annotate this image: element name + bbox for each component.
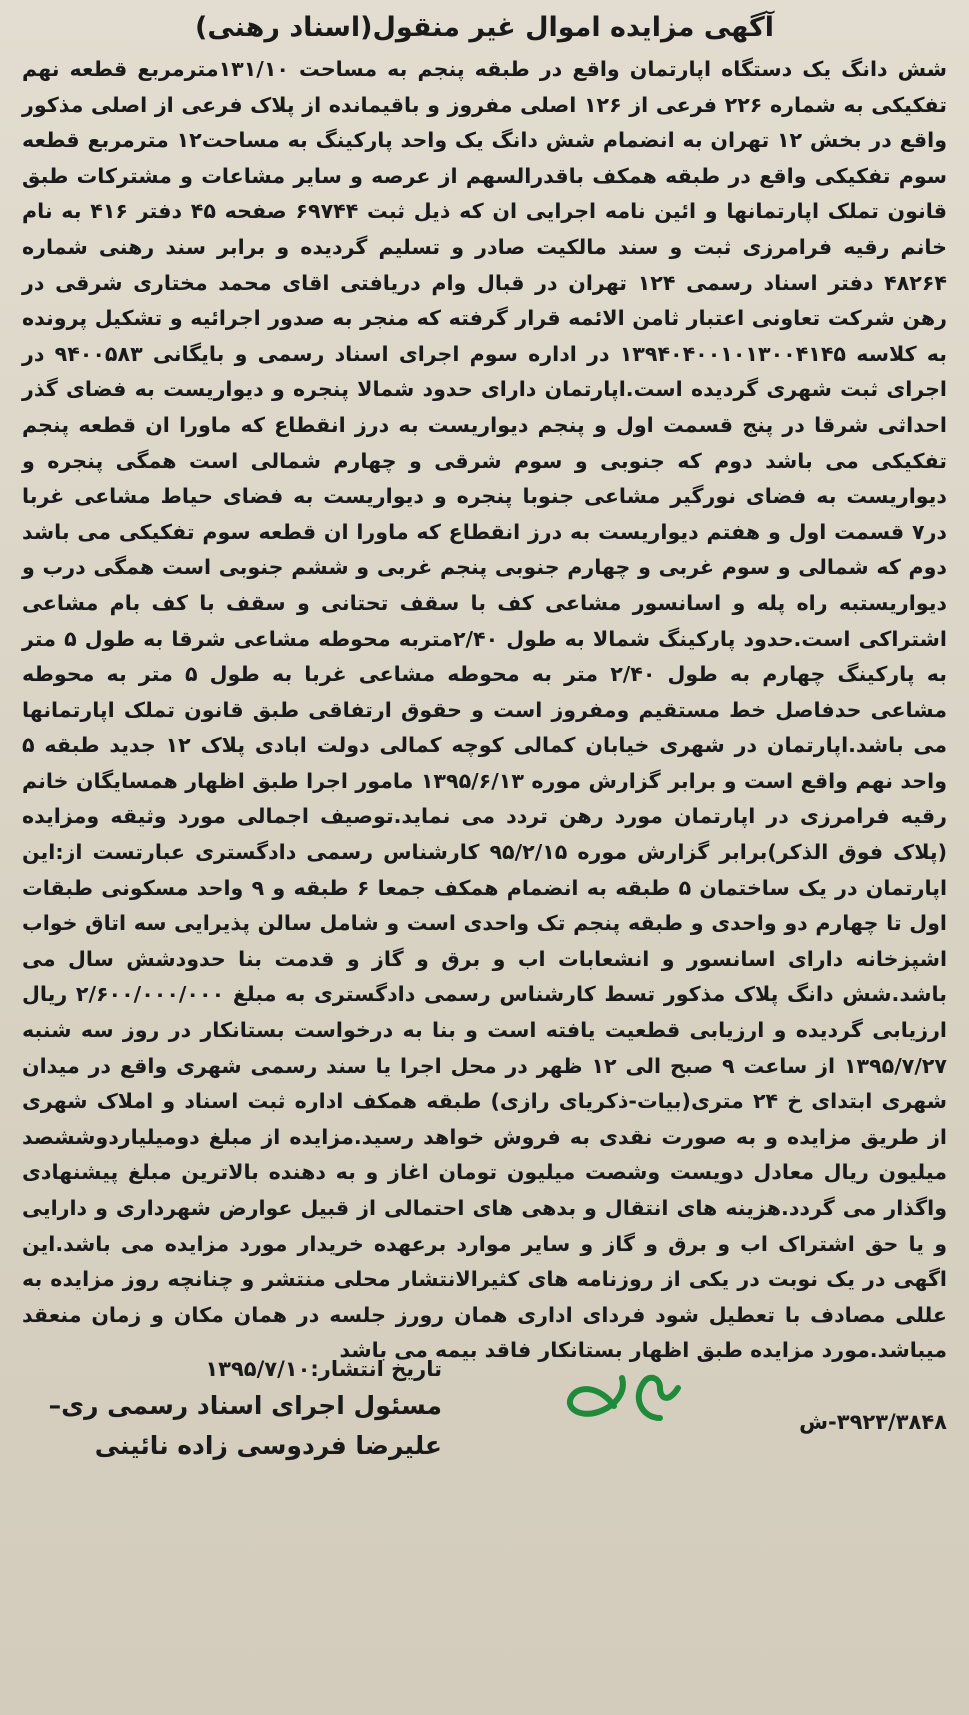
notice-body: شش دانگ یک دستگاه اپارتمان واقع در طبقه پنجم به مساحت ۱۳۱/۱۰مترمربع قطعه نهم تفکیکی به شماره ۲۲۶ فرعی از ۱۲۶ اصلی مفروز و باقیمانده از پلاک فرعی از اصلی مذکور واقع در بخش ۱۲ تهران به انضمام شش دانگ یک واحد پارکینگ به مساحت۱۲ مترمربع قطعه سوم تفکیکی واقع در طبقه همکف باقدرالسهم از عرصه و سایر مشاعات و مشترکات طبق قانون تملک اپارتمانها و ائین نامه اجرایی ان که ذیل ثبت ۶۹۷۴۴ صفحه ۴۵ دفتر ۴۱۶ به نام خانم رقیه فرامرزی ثبت و سند مالکیت صادر و تسلیم گردیده و برابر سند رهنی شماره ۴۸۲۶۴ دفتر اسناد رسمی ۱۲۴ تهران در قبال وام دریافتی اقای محمد مختاری شرقی در رهن شرکت تعاونی اعتبار ثامن الائمه قرار گرفته که منجر به صدور اجرائیه و تشکیل پرونده به کلاسه ۱۳۹۴۰۴۰۰۱۰۱۳۰۰۴۱۴۵ در اداره سوم اجرای اسناد رسمی و بایگانی ۹۴۰۰۵۸۳ در اجرای ثبت شهری گردیده است.اپارتمان دارای حدود شمالا پنجره و دیواریست به فضای گذر احداثی شرقا در پنج قسمت اول و پنجم دیواریست به درز انقطاع که ماورا ان قطعه پنجم تفکیکی می باشد دوم که جنوبی و سوم شرقی و چهارم شمالی است همگی پنجره و دیواریست به فضای نورگیر مشاعی جنوبا پنجره و دیواریست به فضای حیاط مشاعی غربا در۷ قسمت اول و هفتم دیواریست به درز انقطاع که ماورا ان قطعه سوم تفکیکی می باشد دوم که شمالی و سوم غربی و چهارم جنوبی پنجم غربی و ششم جنوبی است همگی درب و دیواریستبه راه پله و اسانسور مشاعی کف با سقف تحتانی و سقف با کف بام مشاعی اشتراکی است.حدود پارکینگ شمالا به طول ۲/۴۰متربه محوطه مشاعی شرقا به طول ۵ متر به پارکینگ چهارم به طول ۲/۴۰ متر به محوطه مشاعی غربا به طول ۵ متر به محوطه مشاعی حدفاصل خط مستقیم ومفروز است و حقوق ارتفاقی طبق قانون تملک اپارتمانها می باشد.اپارتمان در شهری خیابان کمالی کوچه کمالی دولت ابادی پلاک ۱۲ جدید طبقه ۵ واحد نهم واقع است و برابر گزارش موره ۱۳۹۵/۶/۱۳ مامور اجرا طبق اظهار همسایگان خانم رقیه فرامرزی در اپارتمان مورد رهن تردد می نماید.توصیف اجمالی مورد وثیقه ومزایده (پلاک فوق الذکر)برابر گزارش موره ۹۵/۲/۱۵ کارشناس رسمی دادگستری عبارتست از:این اپارتمان در یک ساختمان ۵ طبقه به انضمام همکف جمعا ۶ طبقه و ۹ واحد مسکونی طبقات اول تا چهارم دو واحدی و طبقه پنجم تک واحدی است و شامل سالن پذیرایی سه اتاق خواب اشپزخانه دارای اسانسور و انشعابات اب و برق و گاز و قدمت بنا حدودشش سال می باشد.شش دانگ پلاک مذکور تسط کارشناس رسمی دادگستری به مبلغ ۲/۶۰۰/۰۰۰/۰۰۰ ریال ارزیابی گردیده و ارزیابی قطعیت یافته است و بنا به درخواست بستانکار در روز سه شنبه ۱۳۹۵/۷/۲۷ از ساعت ۹ صبح الی ۱۲ ظهر در محل اجرا یا سند رسمی شهری واقع در میدان شهری ابتدای خ ۲۴ متری(بیات-ذکریای رازی) طبقه همکف اداره ثبت اسناد و املاک شهری از طریق مزایده و به صورت نقدی به فروش خواهد رسید.مزایده از مبلغ دومیلیاردوششصد میلیون ریال معادل دویست وشصت میلیون تومان اغاز و به دهنده بالاترین مبلغ پیشنهادی واگذار می گردد.هزینه های انتقال و بدهی های احتمالی از قبیل عوارض شهرداری و دارایی و یا حق اشتراک اب و برق و گاز و سایر موارد برعهده خریدار مورد مزایده می باشد.این اگهی در یک نوبت در یکی از روزنامه های کثیرالانتشار محلی منتشر و چنانچه روز مزایده به عللی مصادف با تعطیل شود فردای اداری همان رورز جلسه در همان مکان و زمان منعقد میباشد.مورد مزایده طبق اظهار بستانکار فاقد بیمه می باشد — [22, 57, 948, 1363]
publication-date: تاریخ انتشار:۱۳۹۵/۷/۱۰ — [205, 1357, 442, 1381]
handwritten-number-mark — [542, 1348, 692, 1438]
notice-footer — [22, 1352, 947, 1712]
reference-number: ۳۹۲۳/۳۸۴۸-ش — [799, 1410, 947, 1434]
signer-name: علیرضا فردوسی زاده نائینی — [94, 1431, 442, 1460]
notice-title: آگهی مزایده اموال غیر منقول(اسناد رهنی) — [194, 12, 774, 43]
signer-title: مسئول اجرای اسناد رسمی ری– — [48, 1391, 442, 1420]
signature-block — [22, 1352, 442, 1466]
